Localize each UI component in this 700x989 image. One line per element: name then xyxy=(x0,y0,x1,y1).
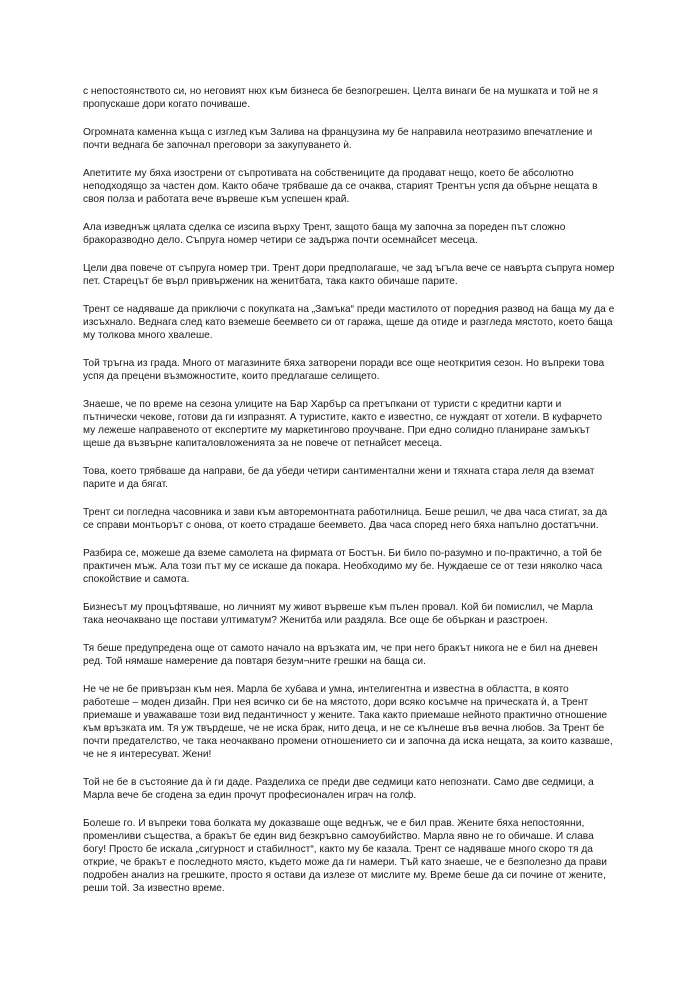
paragraph: Той тръгна из града. Много от магазините бяха затворени поради все още неоткрития сезон. Но въпреки това успя да прецени възможностите, които предлагаше селището. xyxy=(83,358,605,382)
paragraph: Болеше го. И въпреки това болката му доказваше още веднъж, че е бил прав. Жените бяха непостоянни, променливи същества, а бракът бе един вид безкръвно самоубийство. Марла явно не го обичаше. И слава богу! Просто бе искала „сигурност и стабилност“, както му бе казала. Трент се надяваше много скоро тя да открие, че бракът е последното място, където може да ги намери. Тъй като знаеше, че е безполезно да прави подробен анализ на грешките, просто я остави да излезе от мислите му. Време беше да си почине от жените, реши той. За известно време. xyxy=(83,818,607,894)
paragraph: Огромната каменна къща с изглед към Залива на французина му бе направила неотразимо впечатление и почти веднага бе започнал преговори за закупуването ѝ. xyxy=(83,127,593,151)
paragraph: с непостоянството си, но неговият нюх към бизнеса бе безпогрешен. Целта винаги бе на мушката и той не я пропускаше дори когато почиваше. xyxy=(83,86,599,110)
paragraph: Бизнесът му процъфтяваше, но личният му живот вървеше към пълен провал. Кой би помислил, че Марла така неочаквано ще постави ултиматум? Женитба или раздяла. Все още бе объркан и разстроен. xyxy=(83,602,593,626)
paragraph: Апетитите му бяха изострени от съпротивата на собствениците да продават нещо, което бе абсолютно неподходящо за частен дом. Както обаче трябваше да се очаква, старият Трентън успя да обърне нещата в своя полза и работата вече вървеше към успешен край. xyxy=(83,168,598,205)
paragraph: Тя беше предупредена още от самото начало на връзката им, че при него бракът никога не е бил на дневен ред. Той нямаше намерение да повтаря безум¬ните грешки на баща си. xyxy=(83,643,598,667)
paragraph: Ала изведнъж цялата сделка се изсипа върху Трент, защото баща му започна за пореден път сложно бракоразводно дело. Съпруга номер четири се задържа почти осемнайсет месеца. xyxy=(83,222,566,246)
paragraph: Разбира се, можеше да вземе самолета на фирмата от Бостън. Би било по-разумно и по-практично, а той бе практичен мъж. Ала този път му се искаше да покара. Необходимо му бе. Нуждаеше се от тези няколко часа спокойствие и самота. xyxy=(83,548,603,585)
paragraph: Знаеше, че по време на сезона улиците на Бар Харбър са претъпкани от туристи с кредитни карти и пътнически чекове, готови да ги изпразнят. А туристите, както е известно, се нуждаят от хотели. В куфарчето му лежеше направеното от експертите му маркетингово проучване. При едно солидно планиране замъкът щеше да възвърне капиталовложенията за не повече от петнайсет месеца. xyxy=(83,399,603,449)
paragraph: Не че не бе привързан към нея. Марла бе хубава и умна, интелигентна и известна в областта, в която работеше – моден дизайн. При нея всичко си бе на мястото, дори всяко косъмче на прическата ѝ, а Трент приемаше и уважаваше този вид педантичност у жените. Така както приемаше нейното практично отношение към връзката им. Тя уж твърдеше, че не иска брак, нито деца, и не се кълнеше във вечна любов. За Трент бе почти предателство, че така неочаквано промени отношението си и започна да иска нещата, за които казваше, че не я интересуват. Жени! xyxy=(83,684,613,760)
paragraph: Трент се надяваше да приключи с покупката на „Замъка“ преди мастилото от поредния развод на баща му да е изсъхнало. Веднага след като вземеше беемвето си от гаража, щеше да отиде и разгледа мястото, което баща му толкова много хвалеше. xyxy=(83,304,615,341)
text-column xyxy=(83,85,615,910)
paragraph: Цели два повече от съпруга номер три. Трент дори предполагаше, че зад ъгъла вече се навърта съпруга номер пет. Старецът бе върл привърженик на женитбата, така както обичаше парите. xyxy=(83,263,615,287)
paragraph: Той не бе в състояние да ѝ ги даде. Разделиха се преди две седмици като непознати. Само две седмици, а Марла вече бе сгодена за един прочут професионален играч на голф. xyxy=(83,777,594,801)
paragraph: Това, което трябваше да направи, бе да убеди четири сантиментални жени и тяхната стара леля да вземат парите и да бягат. xyxy=(83,466,595,490)
paragraph: Трент си погледна часовника и зави към авторемонтната работилница. Беше решил, че два часа стигат, за да се справи монтьорът с онова, от което страдаше беемвето. Два часа според него бяха напълно достатъчни. xyxy=(83,507,608,531)
